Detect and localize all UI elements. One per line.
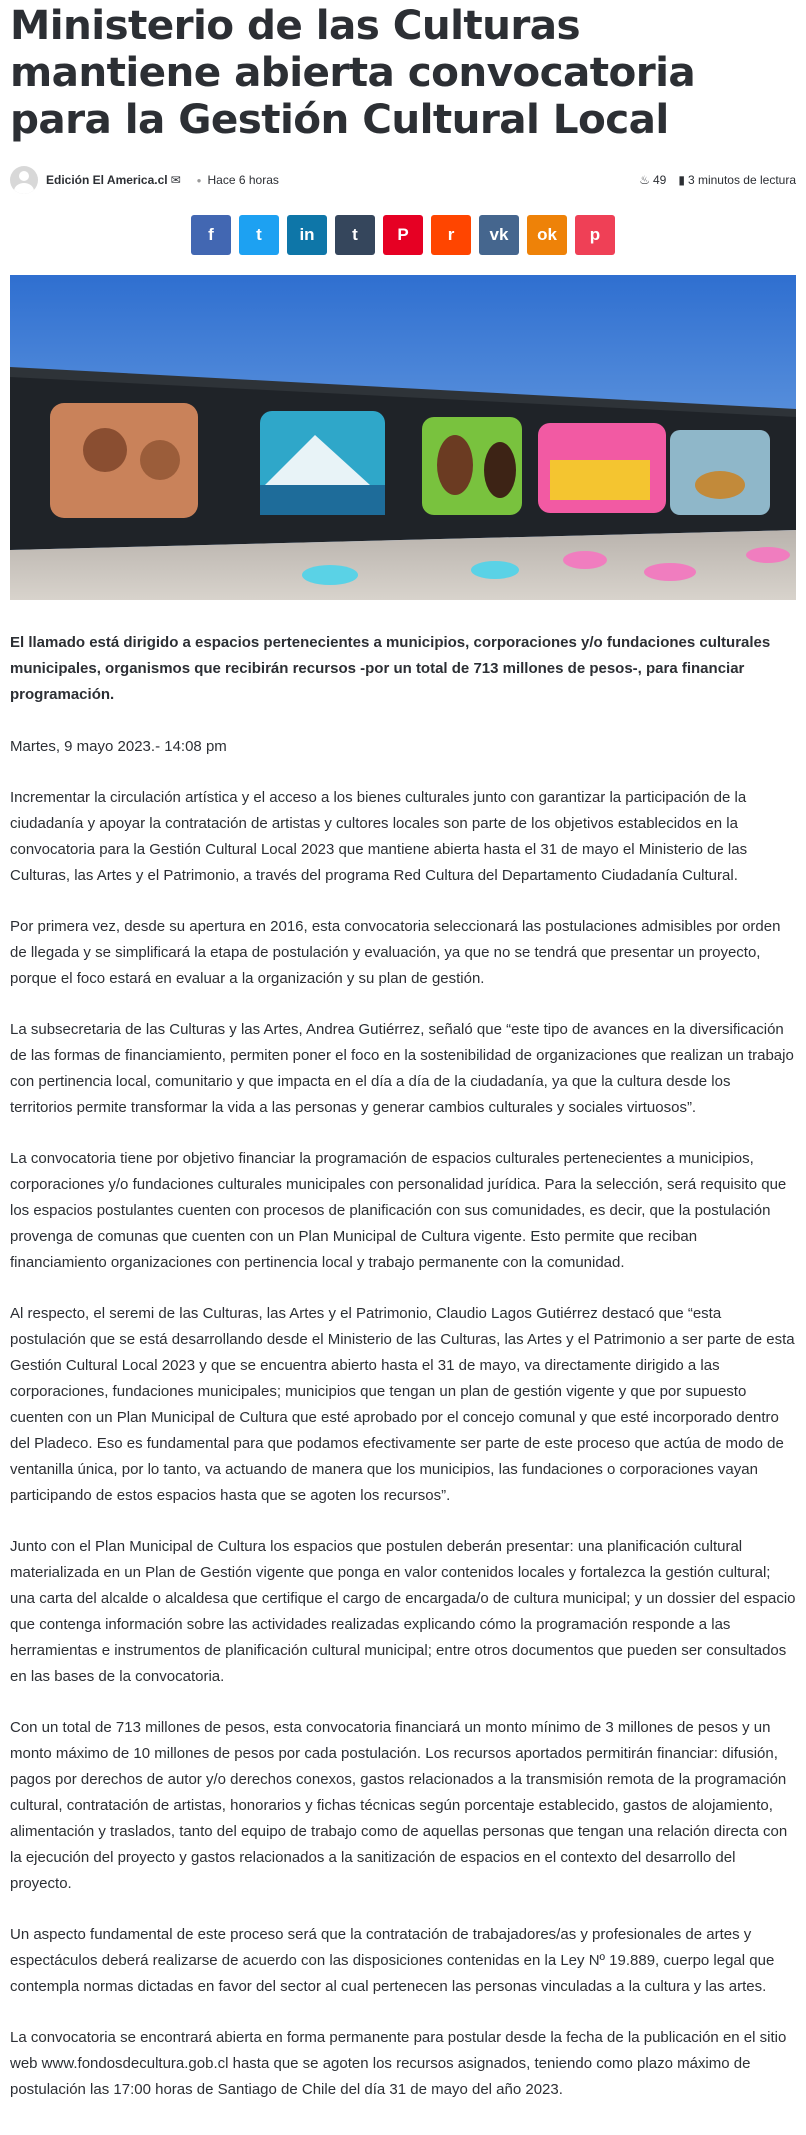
share-bar [10,215,796,255]
pinterest-share-button[interactable] [383,215,423,255]
author-block [10,166,279,194]
avatar[interactable] [10,166,38,194]
tumblr-share-button[interactable] [335,215,375,255]
reddit-icon: r [447,225,455,244]
article-title: Ministerio de las Culturas mantiene abierta convocatoria para la Gestión Cultural Local [10,1,696,143]
bookmark-icon: ▮ [678,173,685,187]
twitter-icon: t [256,225,262,244]
paragraph: La convocatoria se encontrará abierta en forma permanente para postular desde la fecha de la publicación en el sitio web www.fondosdecultura.gob.cl hasta que se agoten los recursos asignados, teniendo como plazo máximo de postulación las 17:00 horas de Santiago de Chile del día 31 de mayo del año 2023. [10,2029,787,2098]
pocket-share-button[interactable] [575,215,615,255]
odnoklassniki-share-button[interactable] [527,215,567,255]
article-stats [639,173,796,187]
vk-share-button[interactable] [479,215,519,255]
facebook-icon: f [208,225,214,244]
separator-dot: ● [196,175,202,185]
read-time [678,173,796,187]
paragraph: Con un total de 713 millones de pesos, esta convocatoria financiará un monto mínimo de 3 millones de pesos y un monto máximo de 10 millones de pesos por cada postulación. Los recursos aportados permitirán financiar: difusión, pagos por derechos de autor y/o derechos conexos, gastos relacionados a la transmisión remota de la programación cultural, contratación de artistas, honorarios y fichas técnicas según porcentaje establecido, gastos de alojamiento, alimentación y traslados, tanto del equipo de trabajo como de aquellas personas que tengan una relación directa con la ejecución del proyecto y gastos relacionados a la sanitización de espacios en el contexto del desarrollo del proyecto. [10,1719,788,1892]
pinterest-icon: P [397,225,409,244]
article-lead: El llamado está dirigido a espacios pertenecientes a municipios, corporaciones y/o fundaciones culturales municipales, organismos que recibirán recursos -por un total de 713 millones de pesos-, para financiar programación. [10,634,771,703]
article-date: Martes, 9 mayo 2023.- 14:08 pm [10,738,227,755]
article-body [10,734,796,2103]
vk-icon: vk [489,225,509,244]
author-link[interactable]: Edición El America.cl [46,173,168,187]
twitter-share-button[interactable] [239,215,279,255]
mail-icon[interactable]: ✉ [170,173,181,187]
read-time-value: 3 minutos de lectura [687,173,796,187]
views-value: 49 [652,173,667,187]
paragraph: La subsecretaria de las Culturas y las Artes, Andrea Gutiérrez, señaló que “este tipo de avances en la diversificación de las formas de financiamiento, permiten poner el foco en la sostenibilidad de organizaciones que realizan un trabajo con pertinencia local, comunitario y que impacta en el día a día de la ciudadanía, ya que la cultura desde los territorios permite transformar la vida a las personas y generar cambios culturales y sociales virtuosos”. [10,1021,794,1116]
linkedin-share-button[interactable] [287,215,327,255]
paragraph: Incrementar la circulación artística y el acceso a los bienes culturales junto con garantizar la participación de la ciudadanía y apoyar la contratación de artistas y cultores locales son parte de los objetivos establecidos en la convocatoria para la Gestión Cultural Local 2023 que mantiene abierta hasta el 31 de mayo el Ministerio de las Culturas, las Artes y el Patrimonio, a través del programa Red Cultura del Departamento Ciudadanía Cultural. [10,789,748,884]
linkedin-icon: in [299,225,315,244]
paragraph: Un aspecto fundamental de este proceso será que la contratación de trabajadores/as y profesionales de artes y espectáculos deberá realizarse de acuerdo con las disposiciones contenidas en la Ley Nº 19.889, cuerpo legal que contempla normas dictadas en favor del sector al cual pertenecen las personas vinculadas a la cultura y las artes. [10,1926,775,1995]
odnoklassniki-icon: ok [537,225,557,244]
paragraph: Al respecto, el seremi de las Culturas, las Artes y el Patrimonio, Claudio Lagos Gutiérrez destacó que “esta postulación que se está desarrollando desde el Ministerio de las Culturas, las Artes y el Patrimonio a ser parte de esta Gestión Cultural Local 2023 y que se encuentra abierto hasta el 31 de mayo, va directamente dirigido a las corporaciones, fundaciones municipales; municipios que tengan un plan de gestión vigente y que por supuesto cuenten con un Plan Municipal de Cultura que esté aprobado por el concejo comunal y que esté incorporado dentro del Pladeco. Eso es fundamental para que podamos efectivamente ser parte de este proceso que actúa de modo de ventanilla única, por lo tanto, va actuando de manera que los municipios, las fundaciones o corporaciones vayan participando de estos espacios hasta que se agoten los recursos”. [10,1305,795,1504]
article-meta [10,163,796,197]
paragraph: Junto con el Plan Municipal de Cultura los espacios que postulen deberán presentar: una planificación cultural materializada en un Plan de Gestión vigente que ponga en valor contenidos locales y fortalezca la gestión cultural; una carta del alcalde o alcaldesa que certifique el cargo de encargada/o de cultura municipal; y un dossier del espacio que contenga información sobre las actividades realizadas explicando cómo la programación responde a las herramientas e instrumentos de planificación cultural municipal; entre otros documentos que pueden ser consultados en las bases de la convocatoria. [10,1538,796,1685]
paragraph: La convocatoria tiene por objetivo financiar la programación de espacios culturales pertenecientes a municipios, corporaciones y/o fundaciones culturales municipales con personalidad jurídica. Para la selección, será requisito que los espacios postulantes cuenten con procesos de planificación con sus comunidades, es decir, que la postulación provenga de comunas que cuenten con un Plan Municipal de Cultura vigente. Esto permite que reciban financiamiento organizaciones con pertinencia local y trabajo permanente con la comunidad. [10,1150,787,1271]
tumblr-icon: t [352,225,358,244]
paragraph: Por primera vez, desde su apertura en 2016, esta convocatoria seleccionará las postulaciones admisibles por orden de llegada y se simplificará la etapa de postulación y evaluación, ya que no se tendrá que presentar un proyecto, porque el foco estará en evaluar a la organización y su plan de gestión. [10,918,781,987]
pocket-icon: p [589,225,601,244]
time-ago: Hace 6 horas [207,173,279,187]
fire-icon: ♨ [639,173,650,187]
hero-image-mural [10,275,796,600]
reddit-share-button[interactable] [431,215,471,255]
views-count [639,173,666,187]
facebook-share-button[interactable] [191,215,231,255]
